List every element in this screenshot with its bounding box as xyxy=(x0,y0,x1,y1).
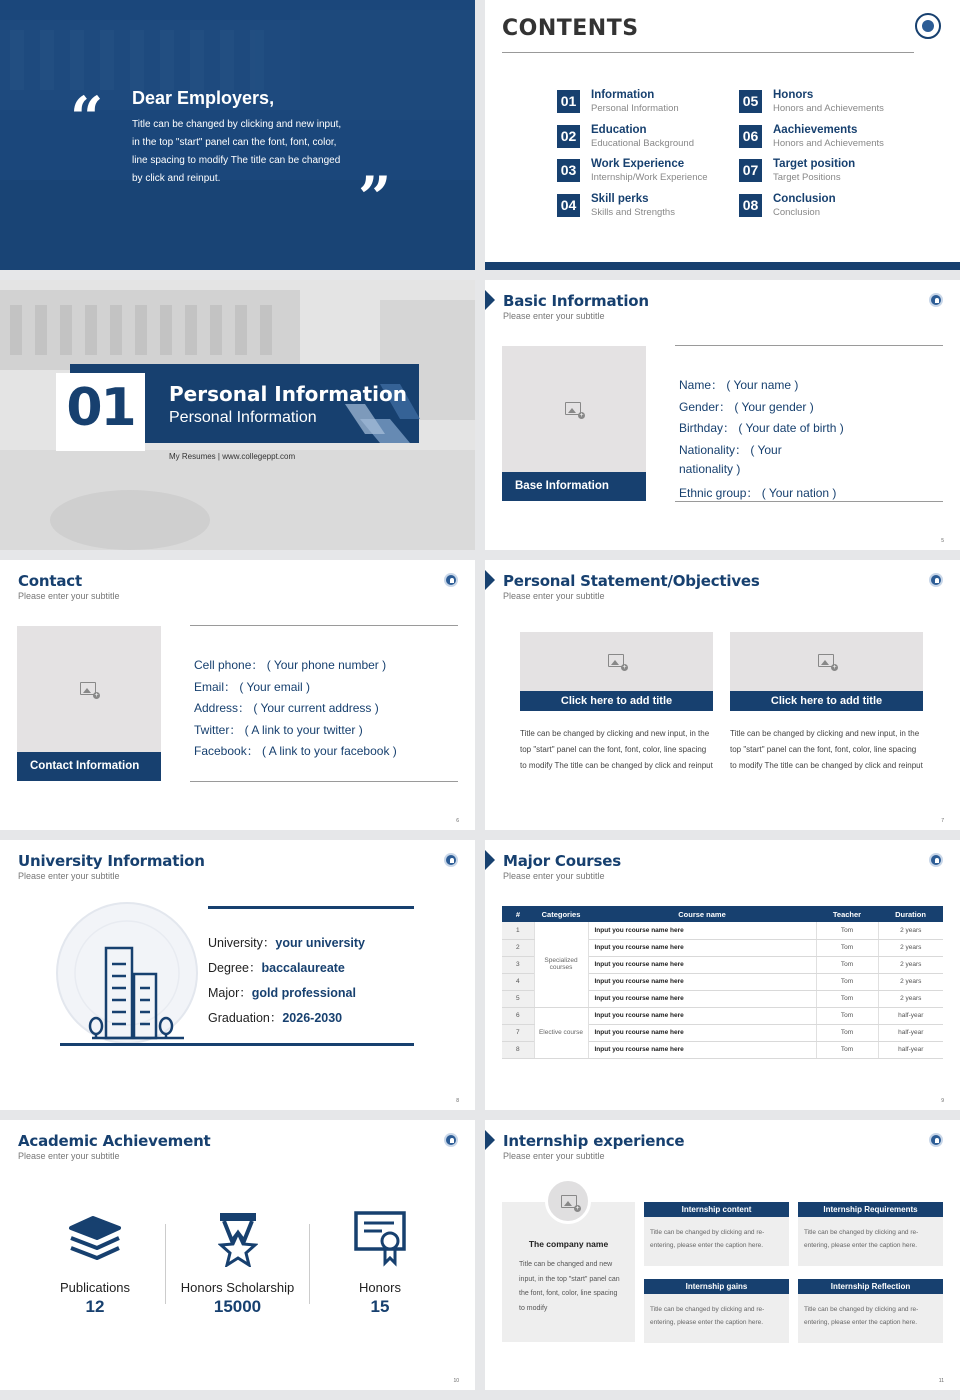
title-arrow-marker xyxy=(485,1130,495,1150)
university-bottom-rule xyxy=(60,1043,414,1046)
field-birthday: Birthday： ( Your date of birth ) xyxy=(679,421,844,435)
row-major xyxy=(208,983,356,1001)
image-placeholder-icon xyxy=(818,654,834,667)
course-teacher: Tom xyxy=(816,990,878,1007)
row-number: 8 xyxy=(502,1041,534,1058)
company-name: The company name xyxy=(528,1239,609,1249)
stat-value-honors: 15 xyxy=(370,1297,390,1316)
row-number: 1 xyxy=(502,922,534,939)
fields-top-rule xyxy=(190,625,458,626)
course-name: Input you rcourse name here xyxy=(588,956,816,973)
slide-section-01[interactable] xyxy=(0,280,475,550)
row-number: 7 xyxy=(502,1024,534,1041)
course-teacher: Tom xyxy=(816,939,878,956)
slide-title: Basic Information xyxy=(503,292,649,310)
box-title-gains: Internship gains xyxy=(644,1279,789,1294)
contents-item-title: Conclusion xyxy=(773,193,836,205)
certificate-icon xyxy=(354,1211,406,1267)
company-logo-placeholder[interactable] xyxy=(545,1178,591,1224)
course-teacher: Tom xyxy=(816,956,878,973)
medal-icon xyxy=(218,1211,258,1267)
title-arrow-marker xyxy=(485,290,495,310)
box-text-requirements: Title can be changed by clicking and re-entering, please enter the caption here. xyxy=(798,1217,943,1266)
slide-university-information[interactable] xyxy=(0,840,475,1110)
slide-basic-information[interactable] xyxy=(485,280,960,550)
row-graduation xyxy=(208,1008,342,1026)
contents-item-title: Honors xyxy=(773,89,814,101)
course-name: Input you rcourse name here xyxy=(588,1041,816,1058)
books-icon xyxy=(67,1214,123,1264)
field-name: Name： ( Your name ) xyxy=(679,378,799,392)
courses-table xyxy=(502,906,943,1059)
category-cell: Elective course xyxy=(534,1007,588,1058)
course-duration: 2 years xyxy=(878,922,943,939)
box-text-gains: Title can be changed by clicking and re-entering, please enter the caption here. xyxy=(644,1294,789,1343)
photo-placeholder[interactable] xyxy=(502,346,646,472)
row-value: your university xyxy=(275,936,365,950)
row-number: 6 xyxy=(502,1007,534,1024)
course-name: Input you rcourse name here xyxy=(588,1007,816,1024)
page-number: 8 xyxy=(456,1098,459,1104)
header-number: # xyxy=(502,906,534,922)
slide-dear-employers[interactable] xyxy=(0,0,475,270)
box-text-reflection: Title can be changed by clicking and re-entering, please enter the caption here. xyxy=(798,1294,943,1343)
open-quote-mark: “ xyxy=(70,84,104,152)
contents-item-number: 04 xyxy=(557,194,580,217)
slide-major-courses[interactable] xyxy=(485,840,960,1110)
field-nationality: Nationality： ( Your xyxy=(679,443,782,457)
title-arrow-marker xyxy=(485,850,495,870)
contents-item-subtitle: Educational Background xyxy=(591,138,694,149)
table-header-row xyxy=(502,906,943,922)
row-label: Major： xyxy=(208,986,252,1000)
statement-image-1[interactable] xyxy=(520,632,713,691)
contents-item-subtitle: Internship/Work Experience xyxy=(591,172,708,183)
page-number: 6 xyxy=(456,818,459,824)
contents-item-number: 01 xyxy=(557,90,580,113)
stat-value-publications: 12 xyxy=(85,1297,105,1316)
fields-bottom-rule xyxy=(190,781,458,782)
field-email: Email： ( Your email ) xyxy=(194,680,311,694)
page-number: 9 xyxy=(941,1098,944,1104)
slide-subtitle: Please enter your subtitle xyxy=(503,871,605,881)
row-label: University： xyxy=(208,936,276,950)
title-arrow-marker xyxy=(485,570,495,590)
university-logo-icon xyxy=(929,1133,943,1147)
contents-item-number: 07 xyxy=(739,159,762,182)
box-title-content: Internship content xyxy=(644,1202,789,1217)
slide-title: University Information xyxy=(18,852,205,870)
slide-subtitle: Please enter your subtitle xyxy=(503,591,605,601)
slide-subtitle: Please enter your subtitle xyxy=(503,1151,605,1161)
page-number: 10 xyxy=(453,1378,459,1384)
contents-item-subtitle: Honors and Achievements xyxy=(773,103,884,114)
contents-item[interactable] xyxy=(739,192,909,220)
letter-heading: Dear Employers, xyxy=(132,88,275,108)
contents-item[interactable] xyxy=(739,88,909,116)
course-teacher: Tom xyxy=(816,973,878,990)
section-footer: My Resumes | www.collegeppt.com xyxy=(169,452,296,461)
field-address: Address： ( Your current address ) xyxy=(194,701,379,715)
row-number: 2 xyxy=(502,939,534,956)
statement-image-2[interactable] xyxy=(730,632,923,691)
course-name: Input you rcourse name here xyxy=(588,973,816,990)
stat-value-scholarship: 15000 xyxy=(213,1297,262,1316)
slide-internship-experience[interactable] xyxy=(485,1120,960,1390)
contents-item-title: Skill perks xyxy=(591,193,649,205)
university-seal-icon xyxy=(915,13,941,39)
photo-caption: Contact Information xyxy=(17,752,161,781)
contents-item-title: Target position xyxy=(773,158,856,170)
slide-academic-achievement[interactable] xyxy=(0,1120,475,1390)
company-description: Title can be changed and new input, in the top "start" panel can the font, font, color, line spacing to modify xyxy=(519,1261,620,1312)
course-duration: 2 years xyxy=(878,956,943,973)
course-duration: half-year xyxy=(878,1024,943,1041)
courses-table-body xyxy=(502,922,943,1058)
field-facebook: Facebook： ( A link to your facebook ) xyxy=(194,744,397,758)
university-logo-icon xyxy=(444,1133,458,1147)
slide-subtitle: Please enter your subtitle xyxy=(18,1151,120,1161)
contents-item-subtitle: Personal Information xyxy=(591,103,679,114)
slide-personal-statement[interactable] xyxy=(485,560,960,830)
fields-top-rule xyxy=(675,345,943,346)
table-row xyxy=(502,1007,943,1024)
contents-item-number: 02 xyxy=(557,125,580,148)
page-number: 5 xyxy=(941,538,944,544)
row-number: 3 xyxy=(502,956,534,973)
slide-title: Major Courses xyxy=(503,852,621,870)
contents-item[interactable] xyxy=(557,123,727,151)
slide-subtitle: Please enter your subtitle xyxy=(503,311,605,321)
courses-table-wrap xyxy=(502,906,943,1059)
contents-item-subtitle: Honors and Achievements xyxy=(773,138,884,149)
course-teacher: Tom xyxy=(816,1024,878,1041)
university-logo-icon xyxy=(444,573,458,587)
slide-subtitle: Please enter your subtitle xyxy=(18,871,120,881)
close-quote-mark: ” xyxy=(358,164,392,232)
box-title-requirements: Internship Requirements xyxy=(798,1202,943,1217)
course-name: Input you rcourse name here xyxy=(588,1024,816,1041)
contents-item[interactable] xyxy=(739,123,909,151)
row-label: Degree： xyxy=(208,961,262,975)
building-icon xyxy=(84,936,194,1046)
image-placeholder-icon xyxy=(561,1195,577,1208)
course-name: Input you rcourse name here xyxy=(588,922,816,939)
course-duration: 2 years xyxy=(878,939,943,956)
university-logo-icon xyxy=(929,293,943,307)
section-subtitle: Personal Information xyxy=(169,409,317,426)
header-duration: Duration xyxy=(878,906,943,922)
slide-subtitle: Please enter your subtitle xyxy=(18,591,120,601)
row-label: Graduation： xyxy=(208,1011,283,1025)
contents-item-title: Education xyxy=(591,124,647,136)
contents-rule xyxy=(502,52,914,53)
university-logo-icon xyxy=(929,573,943,587)
fields-bottom-rule xyxy=(675,501,943,502)
contents-item-subtitle: Conclusion xyxy=(773,207,820,218)
page-number: 11 xyxy=(938,1378,944,1384)
letter-body: Title can be changed by clicking and new input, in the top "start" panel can the font, font, color, line spacing to modify The title can be changed by click and reinput. xyxy=(132,119,342,184)
section-title: Personal Information xyxy=(169,382,407,406)
contents-item[interactable] xyxy=(557,192,727,220)
statement-title-1[interactable]: Click here to add title xyxy=(520,691,713,711)
contents-item-subtitle: Target Positions xyxy=(773,172,841,183)
image-placeholder-icon xyxy=(608,654,624,667)
slide-contact[interactable] xyxy=(0,560,475,830)
field-gender: Gender： ( Your gender ) xyxy=(679,400,814,414)
photo-placeholder[interactable] xyxy=(17,626,161,752)
header-course-name: Course name xyxy=(588,906,816,922)
university-logo-icon xyxy=(929,853,943,867)
course-name: Input you rcourse name here xyxy=(588,990,816,1007)
box-title-reflection: Internship Reflection xyxy=(798,1279,943,1294)
row-degree xyxy=(208,958,345,976)
row-university xyxy=(208,933,365,951)
contents-item-number: 03 xyxy=(557,159,580,182)
contents-item[interactable] xyxy=(557,157,727,185)
contents-item[interactable] xyxy=(557,88,727,116)
image-placeholder-icon xyxy=(565,402,581,415)
slide-title: Personal Statement/Objectives xyxy=(503,572,760,590)
row-number: 5 xyxy=(502,990,534,1007)
statement-text-2: Title can be changed by clicking and new input, in the top "start" panel can the font, font, color, line spacing to modify The title can be changed by click and reinput xyxy=(730,729,923,770)
row-value: gold professional xyxy=(251,986,356,1000)
field-nationality-cont: nationality ) xyxy=(679,462,741,476)
course-teacher: Tom xyxy=(816,1007,878,1024)
contents-item-number: 08 xyxy=(739,194,762,217)
category-cell: Specialized courses xyxy=(534,922,588,1007)
contents-item-subtitle: Skills and Strengths xyxy=(591,207,675,218)
slide-title: Academic Achievement xyxy=(18,1132,211,1150)
contents-item-number: 05 xyxy=(739,90,762,113)
statement-text-1: Title can be changed by clicking and new input, in the top "start" panel can the font, font, color, line spacing to modify The title can be changed by click and reinput xyxy=(520,729,713,770)
contents-item[interactable] xyxy=(739,157,909,185)
box-text-content: Title can be changed by clicking and re-entering, please enter the caption here. xyxy=(644,1217,789,1266)
course-duration: 2 years xyxy=(878,973,943,990)
field-ethnic-group: Ethnic group： ( Your nation ) xyxy=(679,486,837,500)
course-duration: half-year xyxy=(878,1041,943,1058)
statement-title-2[interactable]: Click here to add title xyxy=(730,691,923,711)
section-number: 01 xyxy=(66,378,135,438)
course-teacher: Tom xyxy=(816,1041,878,1058)
header-categories: Categories xyxy=(534,906,588,922)
contents-item-title: Work Experience xyxy=(591,158,685,170)
contents-item-title: Information xyxy=(591,89,655,101)
header-teacher: Teacher xyxy=(816,906,878,922)
course-name: Input you rcourse name here xyxy=(588,939,816,956)
university-top-rule xyxy=(208,906,414,909)
slide-title: Contact xyxy=(18,572,82,590)
row-number: 4 xyxy=(502,973,534,990)
contents-item-title: Aachievements xyxy=(773,124,858,136)
slide-contents[interactable] xyxy=(485,0,960,270)
field-twitter: Twitter： ( A link to your twitter ) xyxy=(194,723,363,737)
page-number: 7 xyxy=(941,818,944,824)
stat-label-honors: Honors xyxy=(359,1280,401,1295)
course-teacher: Tom xyxy=(816,922,878,939)
image-placeholder-icon xyxy=(80,682,96,695)
photo-caption: Base Information xyxy=(502,472,646,501)
table-row xyxy=(502,922,943,939)
course-duration: half-year xyxy=(878,1007,943,1024)
field-cell-phone: Cell phone： ( Your phone number ) xyxy=(194,658,387,672)
row-value: baccalaureate xyxy=(261,961,345,975)
course-duration: 2 years xyxy=(878,990,943,1007)
stat-label-publications: Publications xyxy=(59,1280,131,1295)
slide-title: Internship experience xyxy=(503,1132,685,1150)
contents-bottom-bar xyxy=(485,262,960,270)
contents-title: CONTENTS xyxy=(502,16,639,41)
contents-item-number: 06 xyxy=(739,125,762,148)
university-logo-icon xyxy=(444,853,458,867)
row-value: 2026-2030 xyxy=(282,1011,343,1025)
stat-label-scholarship: Honors Scholarship xyxy=(180,1280,295,1295)
